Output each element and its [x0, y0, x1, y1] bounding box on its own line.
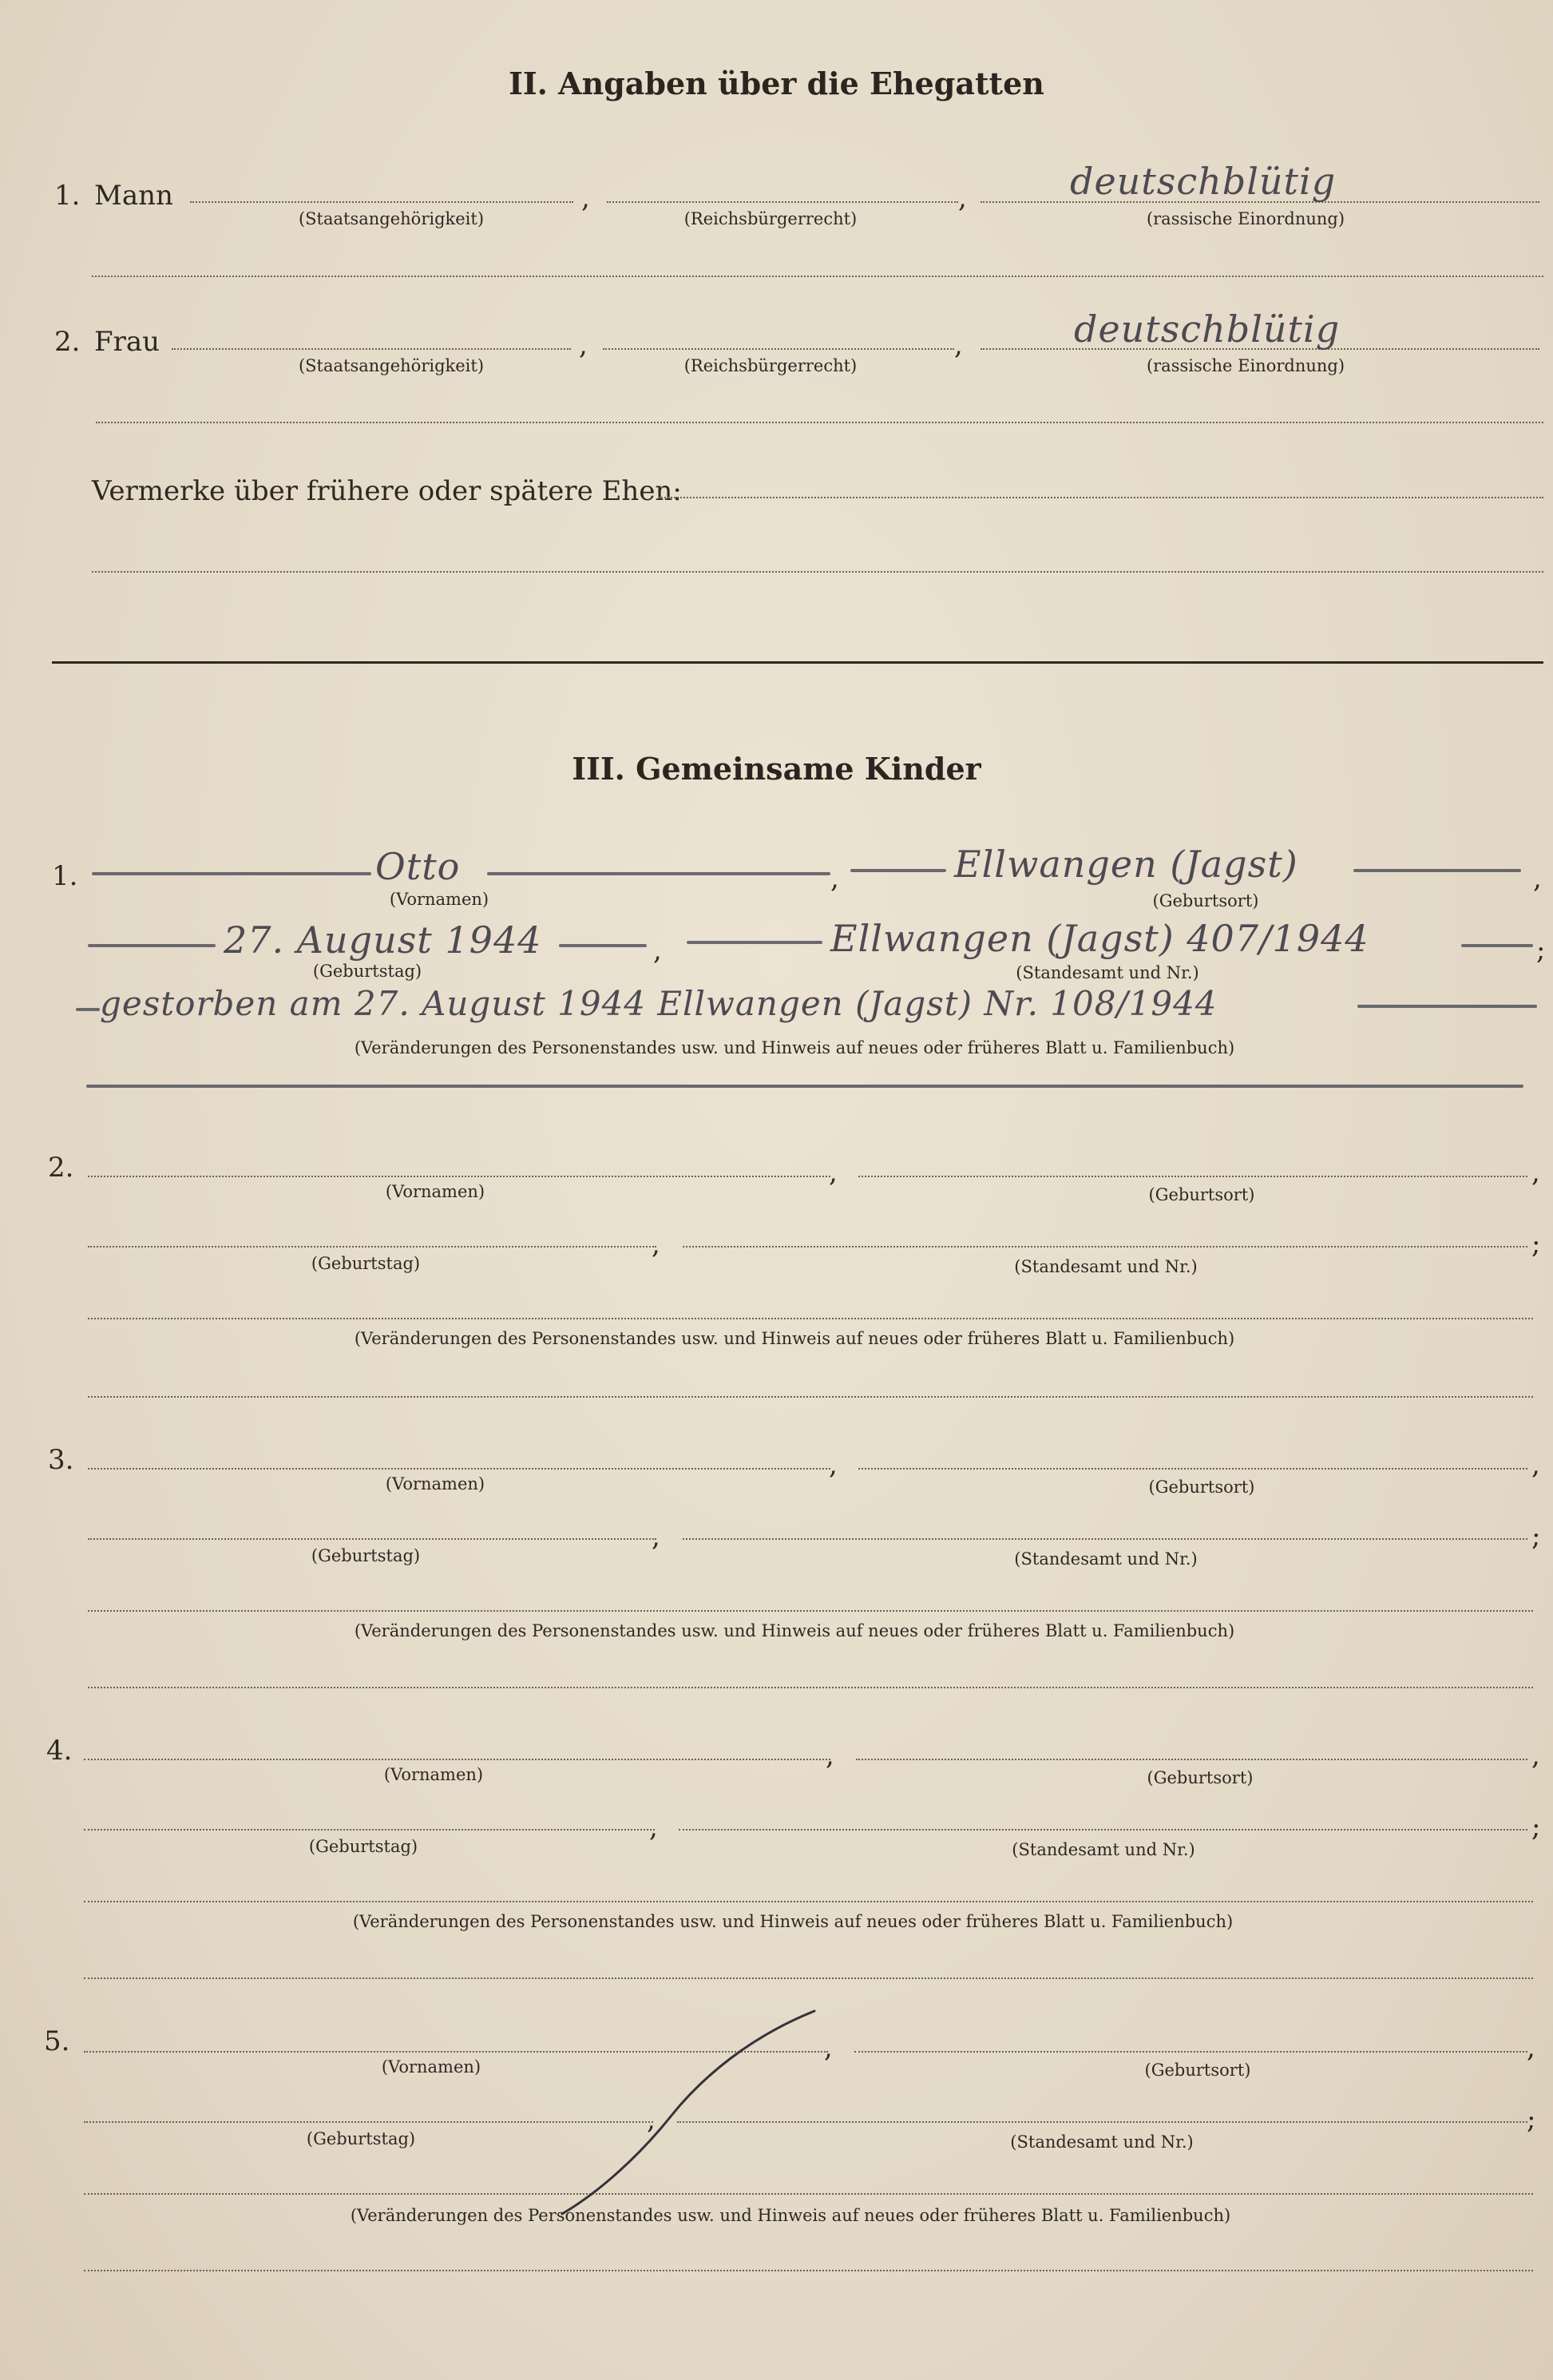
child-3-registry-line — [683, 1538, 1527, 1540]
fill-stroke — [850, 869, 946, 872]
comma: ; — [1536, 934, 1546, 966]
child-1-changes: gestorben am 27. August 1944 Ellwangen (Jagst) Nr. 108/1944 — [100, 984, 1218, 1023]
caption-racial: (rassische Einordnung) — [1146, 356, 1345, 375]
comma: , — [579, 329, 588, 361]
caption-registry: (Standesamt und Nr.) — [1012, 1840, 1195, 1859]
man-extra-line — [92, 276, 1543, 277]
child-3-birthplace-line — [858, 1468, 1527, 1470]
child-3-extra-line — [88, 1687, 1533, 1688]
comma: , — [652, 1521, 660, 1553]
caption-nationality: (Staatsangehörigkeit) — [298, 356, 485, 375]
caption-registry: (Standesamt und Nr.) — [1016, 963, 1199, 982]
caption-birthday: (Geburtstag) — [306, 2129, 416, 2148]
child-1-birthday: 27. August 1944 — [224, 918, 542, 962]
child-3-first-names-line — [88, 1468, 830, 1470]
child-2-birthday-line — [88, 1246, 656, 1248]
fill-stroke — [76, 1008, 100, 1011]
section-divider — [52, 661, 1543, 664]
child-3-changes-line — [88, 1610, 1533, 1612]
child-3-birthday-line — [88, 1538, 656, 1540]
caption-first-names: (Vornamen) — [381, 2057, 481, 2077]
caption-first-names: (Vornamen) — [385, 1474, 485, 1493]
caption-birthplace: (Geburtsort) — [1152, 891, 1259, 910]
caption-first-names: (Vornamen) — [383, 1765, 484, 1784]
caption-birthplace: (Geburtsort) — [1144, 2061, 1251, 2080]
caption-nationality: (Staatsangehörigkeit) — [298, 209, 485, 228]
fill-stroke — [487, 872, 830, 875]
spouse-2-number: 2. — [54, 326, 81, 358]
child-3-number: 3. — [48, 1444, 74, 1476]
child-4-changes-line — [84, 1901, 1533, 1902]
section-3-heading: III. Gemeinsame Kinder — [572, 751, 981, 787]
child-4-number: 4. — [46, 1735, 73, 1767]
child-5-number: 5. — [44, 2025, 70, 2057]
spouse-1-label: Mann — [94, 180, 173, 212]
comma: , — [581, 182, 590, 214]
fill-stroke — [88, 944, 216, 947]
caption-first-names: (Vornamen) — [389, 890, 489, 909]
child-4-birthplace-line — [856, 1759, 1527, 1760]
caption-registry: (Standesamt und Nr.) — [1014, 1257, 1198, 1276]
comma: , — [1531, 1449, 1540, 1481]
woman-nationality-line — [172, 348, 571, 350]
caption-birthplace: (Geburtsort) — [1147, 1768, 1254, 1787]
fill-stroke — [92, 872, 371, 875]
fill-stroke — [1353, 869, 1521, 872]
caption-citizenship: (Reichsbürgerrecht) — [683, 209, 858, 228]
remarks-line-2 — [92, 571, 1543, 573]
comma: , — [954, 329, 963, 361]
caption-changes: (Veränderungen des Personenstandes usw. und Hinweis auf neues oder früheres Blatt u. Familienbuch) — [352, 1912, 1234, 1931]
comma: , — [649, 1811, 658, 1843]
child-1-first-names: Otto — [375, 845, 461, 888]
child-1-registry: Ellwangen (Jagst) 407/1944 — [830, 917, 1369, 960]
comma: ; — [1531, 1521, 1541, 1553]
child-4-extra-line — [84, 1977, 1533, 1979]
comma: , — [1531, 1739, 1540, 1771]
woman-citizenship-line — [603, 348, 954, 350]
comma: , — [824, 2032, 833, 2064]
fill-stroke — [86, 1085, 1523, 1088]
man-racial-value: deutschblütig — [1070, 160, 1337, 203]
comma: , — [647, 2104, 656, 2136]
man-citizenship-line — [607, 201, 958, 203]
comma: ; — [1531, 1228, 1541, 1260]
comma: , — [958, 182, 967, 214]
caption-birthplace: (Geburtsort) — [1148, 1185, 1255, 1204]
comma: , — [829, 1449, 838, 1481]
child-1-number: 1. — [52, 860, 78, 892]
remarks-line-1 — [659, 497, 1543, 498]
child-2-changes-line — [88, 1318, 1533, 1319]
comma: , — [1531, 1156, 1540, 1188]
caption-racial: (rassische Einordnung) — [1146, 209, 1345, 228]
fill-stroke — [1357, 1005, 1537, 1008]
caption-changes: (Veränderungen des Personenstandes usw. und Hinweis auf neues oder früheres Blatt u. Familienbuch) — [354, 1621, 1235, 1640]
section-2-heading: II. Angaben über die Ehegatten — [509, 65, 1044, 101]
comma: ; — [1531, 1811, 1541, 1843]
fill-stroke — [687, 941, 822, 944]
comma: , — [1527, 2032, 1535, 2064]
caption-birthday: (Geburtstag) — [311, 1254, 421, 1273]
child-2-birthplace-line — [858, 1176, 1527, 1177]
man-nationality-line — [190, 201, 573, 203]
child-2-first-names-line — [88, 1176, 830, 1177]
fill-stroke — [1461, 944, 1533, 947]
caption-changes: (Veränderungen des Personenstandes usw. und Hinweis auf neues oder früheres Blatt u. Familienbuch) — [350, 2206, 1231, 2225]
child-2-registry-line — [683, 1246, 1527, 1248]
child-5-birthplace-line — [854, 2051, 1527, 2053]
comma: , — [826, 1739, 834, 1771]
caption-citizenship: (Reichsbürgerrecht) — [683, 356, 858, 375]
fill-stroke — [559, 944, 647, 947]
woman-racial-value: deutschblütig — [1074, 307, 1341, 351]
caption-birthday: (Geburtstag) — [308, 1837, 418, 1856]
caption-registry: (Standesamt und Nr.) — [1014, 1549, 1198, 1569]
cancel-stroke — [551, 2005, 822, 2220]
comma: , — [653, 934, 662, 966]
remarks-label: Vermerke über frühere oder spätere Ehen: — [92, 475, 682, 507]
comma: , — [830, 863, 839, 894]
caption-birthplace: (Geburtsort) — [1148, 1478, 1255, 1497]
child-2-extra-line — [88, 1396, 1533, 1398]
comma: , — [829, 1156, 838, 1188]
caption-birthday: (Geburtstag) — [312, 962, 422, 981]
child-4-registry-line — [679, 1829, 1527, 1831]
child-1-birthplace: Ellwangen (Jagst) — [954, 843, 1298, 886]
caption-first-names: (Vornamen) — [385, 1182, 485, 1201]
spouse-2-label: Frau — [94, 326, 160, 358]
child-2-number: 2. — [48, 1152, 74, 1184]
caption-birthday: (Geburtstag) — [311, 1546, 421, 1565]
child-5-extra-line — [84, 2270, 1533, 2271]
woman-extra-line — [96, 422, 1543, 423]
comma: ; — [1527, 2104, 1536, 2136]
child-4-first-names-line — [84, 1759, 830, 1760]
child-4-birthday-line — [84, 1829, 655, 1831]
caption-changes: (Veränderungen des Personenstandes usw. und Hinweis auf neues oder früheres Blatt u. Familienbuch) — [354, 1329, 1235, 1348]
caption-changes: (Veränderungen des Personenstandes usw. und Hinweis auf neues oder früheres Blatt u. Familienbuch) — [354, 1038, 1235, 1057]
comma: , — [1533, 863, 1542, 894]
spouse-1-number: 1. — [54, 180, 81, 212]
caption-registry: (Standesamt und Nr.) — [1010, 2132, 1194, 2152]
comma: , — [652, 1228, 660, 1260]
